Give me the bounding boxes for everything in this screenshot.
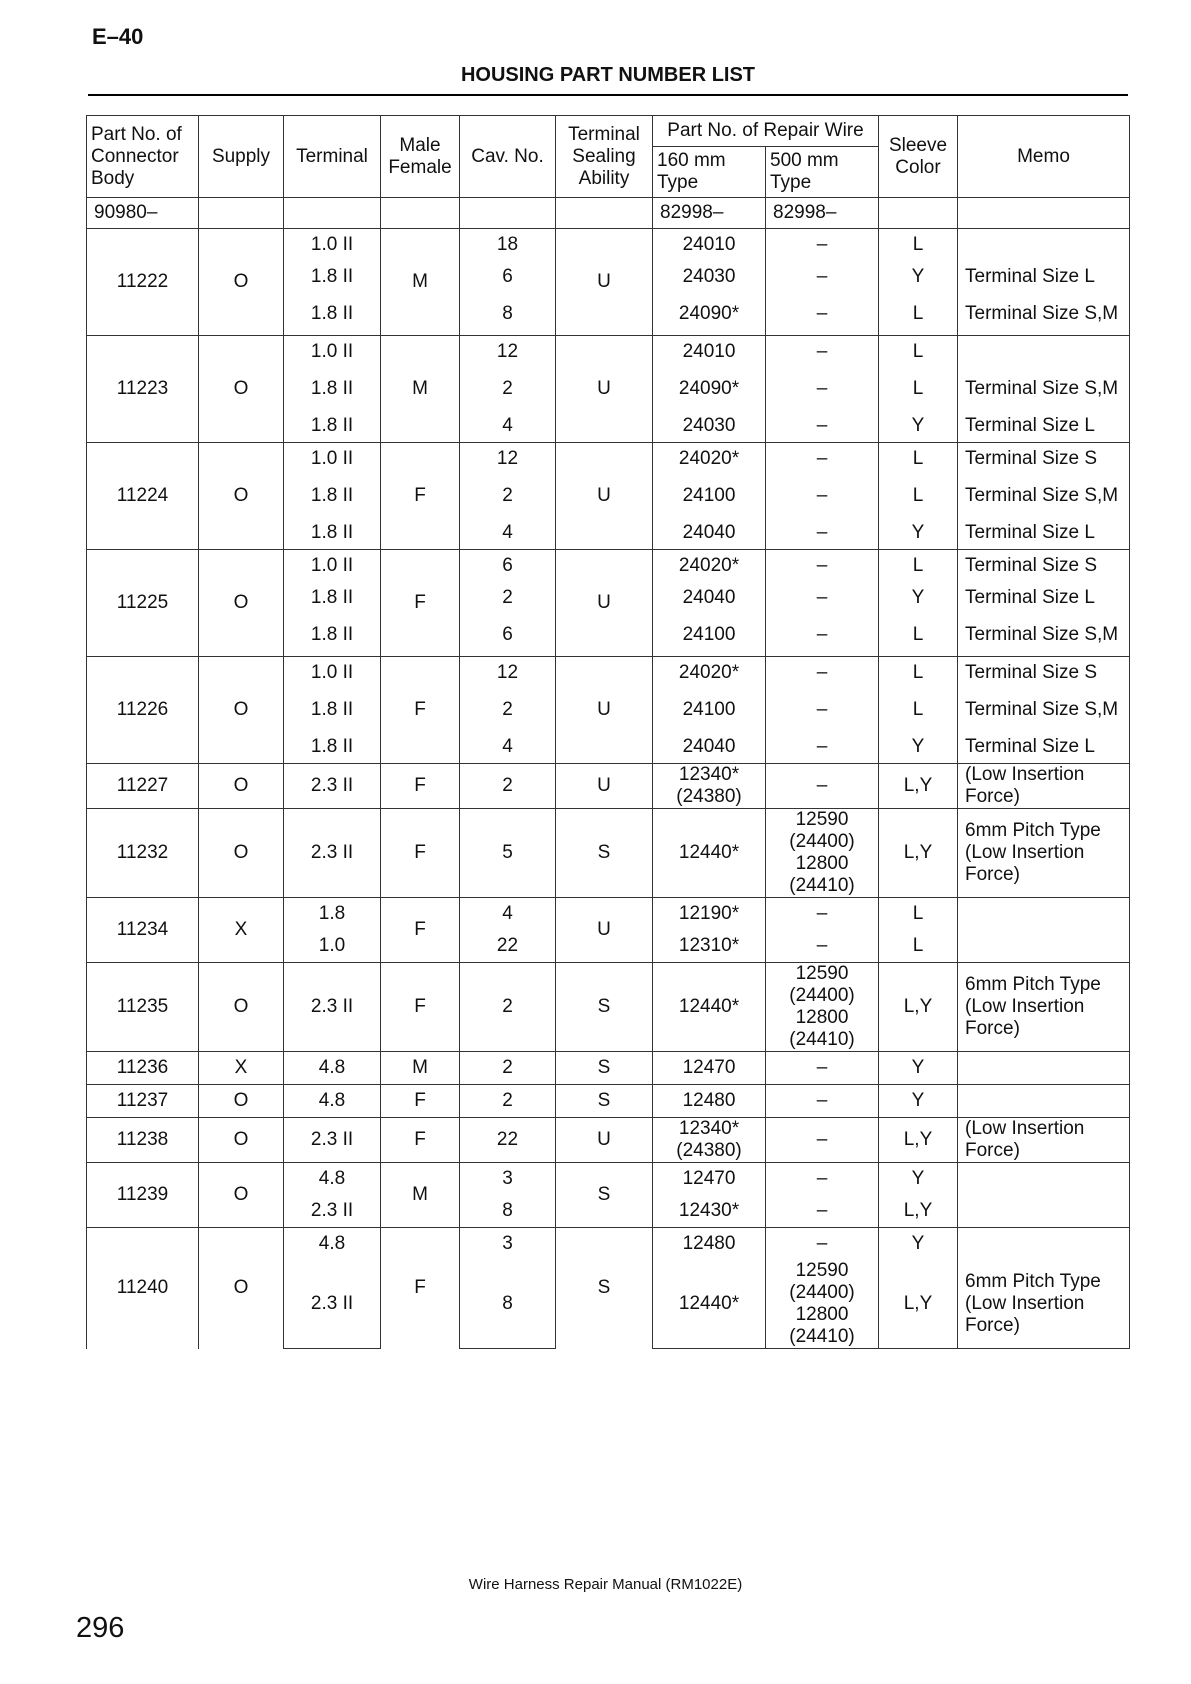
terminal-cell: 1.8 II [284, 689, 381, 731]
cav-no-cell: 5 [460, 809, 556, 898]
sleeve-color-cell: L [879, 293, 958, 336]
sealing-cell: S [556, 1085, 653, 1118]
wire-500-cell: – [766, 1228, 879, 1261]
sleeve-color-cell: Y [879, 731, 958, 764]
cav-no-cell: 2 [460, 582, 556, 614]
connector-body-cell: 11237 [87, 1085, 199, 1118]
connector-body-cell: 11227 [87, 764, 199, 809]
terminal-cell: 1.8 II [284, 261, 381, 293]
male-female-cell: F [381, 898, 460, 963]
sleeve-color-cell: L [879, 898, 958, 931]
sealing-cell: S [556, 963, 653, 1052]
male-female-cell: M [381, 336, 460, 443]
cav-no-cell: 3 [460, 1228, 556, 1261]
wire-160-cell: 12310* [653, 930, 766, 963]
sealing-cell: S [556, 809, 653, 898]
table-row [87, 443, 1130, 476]
connector-body-cell: 11225 [87, 550, 199, 657]
terminal-cell: 1.8 II [284, 410, 381, 443]
connector-body-cell: 11235 [87, 963, 199, 1052]
footer: Wire Harness Repair Manual (RM1022E) [468, 1576, 743, 1593]
terminal-cell: 1.0 II [284, 229, 381, 262]
cav-no-cell: 6 [460, 261, 556, 293]
body-prefix: 90980– [87, 198, 199, 229]
table-row [87, 809, 1130, 898]
memo-cell: 6mm Pitch Type (Low Insertion Force) [958, 1260, 1130, 1349]
supply-cell: X [199, 898, 284, 963]
cav-no-cell: 4 [460, 731, 556, 764]
memo-cell [958, 336, 1130, 369]
sleeve-color-cell: L [879, 475, 958, 517]
wire-160-cell: 12190* [653, 898, 766, 931]
terminal-cell: 4.8 [284, 1228, 381, 1261]
cav-no-cell: 8 [460, 1195, 556, 1228]
connector-body-cell: 11238 [87, 1118, 199, 1163]
cav-no-cell: 2 [460, 1085, 556, 1118]
header-part-no-connector: Part No. of Connector Body [87, 116, 199, 198]
terminal-cell: 1.0 II [284, 657, 381, 690]
memo-cell [958, 930, 1130, 963]
memo-cell: Terminal Size S,M [958, 689, 1130, 731]
cav-no-cell: 18 [460, 229, 556, 262]
connector-body-cell: 11222 [87, 229, 199, 336]
memo-cell [958, 229, 1130, 262]
wire-500-cell: – [766, 368, 879, 410]
wire-500-cell: – [766, 898, 879, 931]
housing-part-table [86, 115, 1130, 1349]
supply-cell: O [199, 336, 284, 443]
supply-cell: O [199, 1163, 284, 1228]
supply-cell: O [199, 963, 284, 1052]
table-row [87, 963, 1130, 1052]
wire-160-cell: 24030 [653, 261, 766, 293]
sealing-cell: S [556, 1052, 653, 1085]
male-female-cell: M [381, 1163, 460, 1228]
sealing-cell: U [556, 336, 653, 443]
header-supply: Supply [199, 116, 284, 198]
cav-no-cell: 6 [460, 550, 556, 583]
header-repair-wire: Part No. of Repair Wire [653, 116, 879, 147]
wire-160-cell: 12480 [653, 1228, 766, 1261]
sleeve-color-cell: L [879, 657, 958, 690]
wire-500-cell: 12590 (24400) 12800 (24410) [766, 1260, 879, 1349]
supply-cell: O [199, 764, 284, 809]
sleeve-color-cell: L [879, 229, 958, 262]
cav-no-cell: 2 [460, 475, 556, 517]
sleeve-color-cell: L [879, 443, 958, 476]
terminal-cell: 2.3 II [284, 764, 381, 809]
sealing-cell: S [556, 1228, 653, 1349]
cav-no-cell: 4 [460, 517, 556, 550]
wire-160-cell: 24030 [653, 410, 766, 443]
memo-cell [958, 1228, 1130, 1261]
cav-no-cell: 2 [460, 963, 556, 1052]
wire-160-cell: 12430* [653, 1195, 766, 1228]
cav-no-cell: 4 [460, 898, 556, 931]
wire-500-cell: – [766, 1118, 879, 1163]
wire-500-cell: – [766, 764, 879, 809]
memo-cell: Terminal Size L [958, 582, 1130, 614]
supply-cell: O [199, 809, 284, 898]
wire-160-cell: 24010 [653, 229, 766, 262]
wire-160-cell: 24020* [653, 550, 766, 583]
cav-no-cell: 2 [460, 689, 556, 731]
terminal-cell: 2.3 II [284, 1260, 381, 1349]
wire160-prefix: 82998– [653, 198, 766, 229]
sleeve-color-cell: L,Y [879, 1260, 958, 1349]
terminal-cell: 1.8 II [284, 293, 381, 336]
cav-no-cell: 12 [460, 336, 556, 369]
male-female-cell: F [381, 963, 460, 1052]
memo-cell [958, 1052, 1130, 1085]
wire-500-cell: – [766, 517, 879, 550]
male-female-cell: F [381, 1118, 460, 1163]
terminal-cell: 4.8 [284, 1085, 381, 1118]
memo-cell [958, 1163, 1130, 1196]
male-female-cell: F [381, 550, 460, 657]
terminal-cell: 1.8 II [284, 368, 381, 410]
wire-160-cell: 24040 [653, 731, 766, 764]
wire-160-cell: 24010 [653, 336, 766, 369]
wire-160-cell: 24040 [653, 517, 766, 550]
terminal-cell: 1.8 II [284, 517, 381, 550]
terminal-cell: 1.8 II [284, 582, 381, 614]
header-terminal: Terminal [284, 116, 381, 198]
memo-cell: Terminal Size S,M [958, 293, 1130, 336]
cav-no-cell: 2 [460, 1052, 556, 1085]
sleeve-color-cell: Y [879, 1163, 958, 1196]
memo-cell [958, 898, 1130, 931]
memo-cell: Terminal Size S [958, 443, 1130, 476]
supply-cell: O [199, 443, 284, 550]
memo-cell: 6mm Pitch Type (Low Insertion Force) [958, 963, 1130, 1052]
sealing-cell: U [556, 898, 653, 963]
terminal-cell: 1.0 [284, 930, 381, 963]
male-female-cell: F [381, 1228, 460, 1349]
header-male-female: Male Female [381, 116, 460, 198]
supply-cell: O [199, 229, 284, 336]
table-row [87, 1163, 1130, 1196]
male-female-cell: F [381, 657, 460, 764]
cav-no-cell: 6 [460, 614, 556, 657]
supply-cell: X [199, 1052, 284, 1085]
wire500-prefix: 82998– [766, 198, 879, 229]
supply-cell: O [199, 550, 284, 657]
cav-no-cell: 22 [460, 930, 556, 963]
supply-cell: O [199, 1228, 284, 1349]
wire-160-cell: 24020* [653, 443, 766, 476]
table-row [87, 1085, 1130, 1118]
sleeve-color-cell: L [879, 930, 958, 963]
wire-500-cell: – [766, 475, 879, 517]
male-female-cell: F [381, 764, 460, 809]
sleeve-color-cell: L,Y [879, 764, 958, 809]
memo-cell: Terminal Size L [958, 517, 1130, 550]
wire-160-cell: 24090* [653, 368, 766, 410]
sleeve-color-cell: Y [879, 410, 958, 443]
header-memo: Memo [958, 116, 1130, 198]
terminal-cell: 4.8 [284, 1163, 381, 1196]
wire-160-cell: 12470 [653, 1163, 766, 1196]
wire-160-cell: 12440* [653, 809, 766, 898]
sleeve-color-cell: Y [879, 1228, 958, 1261]
cav-no-cell: 8 [460, 293, 556, 336]
memo-cell: 6mm Pitch Type (Low Insertion Force) [958, 809, 1130, 898]
table-row [87, 1118, 1130, 1163]
memo-cell [958, 1195, 1130, 1228]
wire-500-cell: – [766, 582, 879, 614]
male-female-cell: F [381, 1085, 460, 1118]
wire-500-cell: – [766, 1085, 879, 1118]
connector-body-cell: 11226 [87, 657, 199, 764]
sleeve-color-cell: L [879, 368, 958, 410]
connector-body-cell: 11240 [87, 1228, 199, 1349]
sealing-cell: U [556, 657, 653, 764]
wire-160-cell: 12440* [653, 963, 766, 1052]
memo-cell: Terminal Size S [958, 657, 1130, 690]
sealing-cell: U [556, 550, 653, 657]
wire-500-cell: – [766, 731, 879, 764]
sleeve-color-cell: L [879, 614, 958, 657]
male-female-cell: M [381, 1052, 460, 1085]
wire-160-cell: 12470 [653, 1052, 766, 1085]
cav-no-cell: 8 [460, 1260, 556, 1349]
wire-160-cell: 24040 [653, 582, 766, 614]
sleeve-color-cell: L [879, 550, 958, 583]
sleeve-color-cell: L,Y [879, 1195, 958, 1228]
memo-cell: Terminal Size S,M [958, 614, 1130, 657]
table-row [87, 657, 1130, 690]
sealing-cell: U [556, 1118, 653, 1163]
sleeve-color-cell: L,Y [879, 1118, 958, 1163]
terminal-cell: 4.8 [284, 1052, 381, 1085]
wire-500-cell: – [766, 229, 879, 262]
memo-cell: Terminal Size S,M [958, 368, 1130, 410]
sealing-cell: U [556, 764, 653, 809]
terminal-cell: 2.3 II [284, 1195, 381, 1228]
supply-cell: O [199, 1085, 284, 1118]
wire-160-cell: 24100 [653, 614, 766, 657]
connector-body-cell: 11236 [87, 1052, 199, 1085]
connector-body-cell: 11234 [87, 898, 199, 963]
wire-500-cell: 12590 (24400) 12800 (24410) [766, 963, 879, 1052]
table-row [87, 1052, 1130, 1085]
table-row [87, 336, 1130, 369]
wire-500-cell: – [766, 1052, 879, 1085]
wire-500-cell: – [766, 614, 879, 657]
supply-cell: O [199, 1118, 284, 1163]
supply-cell: O [199, 657, 284, 764]
wire-500-cell: – [766, 336, 879, 369]
terminal-cell: 2.3 II [284, 809, 381, 898]
male-female-cell: M [381, 229, 460, 336]
terminal-cell: 1.8 II [284, 475, 381, 517]
header-160mm-type: 160 mm Type [653, 147, 766, 198]
terminal-cell: 1.8 II [284, 614, 381, 657]
wire-160-cell: 12340* (24380) [653, 764, 766, 809]
table-row [87, 764, 1130, 809]
connector-body-cell: 11232 [87, 809, 199, 898]
memo-cell: Terminal Size L [958, 731, 1130, 764]
page-title: HOUSING PART NUMBER LIST [460, 64, 756, 86]
cav-no-cell: 22 [460, 1118, 556, 1163]
page-number: 296 [76, 1612, 125, 1644]
sleeve-color-cell: L [879, 689, 958, 731]
header-sealing-ability: Terminal Sealing Ability [556, 116, 653, 198]
header-cav-no: Cav. No. [460, 116, 556, 198]
table-row [87, 550, 1130, 583]
table-row [87, 898, 1130, 931]
sleeve-color-cell: L,Y [879, 963, 958, 1052]
sleeve-color-cell: Y [879, 261, 958, 293]
wire-160-cell: 12480 [653, 1085, 766, 1118]
wire-500-cell: – [766, 1195, 879, 1228]
wire-500-cell: – [766, 261, 879, 293]
wire-500-cell: – [766, 1163, 879, 1196]
terminal-cell: 1.0 II [284, 336, 381, 369]
cav-no-cell: 3 [460, 1163, 556, 1196]
sleeve-color-cell: Y [879, 1085, 958, 1118]
memo-cell: Terminal Size L [958, 410, 1130, 443]
memo-cell: Terminal Size S [958, 550, 1130, 583]
terminal-cell: 1.0 II [284, 550, 381, 583]
wire-500-cell: – [766, 689, 879, 731]
sealing-cell: U [556, 443, 653, 550]
wire-160-cell: 24100 [653, 475, 766, 517]
cav-no-cell: 2 [460, 764, 556, 809]
sleeve-color-cell: Y [879, 582, 958, 614]
sleeve-color-cell: L,Y [879, 809, 958, 898]
memo-cell: Terminal Size S,M [958, 475, 1130, 517]
wire-160-cell: 24100 [653, 689, 766, 731]
cav-no-cell: 12 [460, 657, 556, 690]
cav-no-cell: 4 [460, 410, 556, 443]
terminal-cell: 2.3 II [284, 963, 381, 1052]
memo-cell: (Low Insertion Force) [958, 1118, 1130, 1163]
memo-cell: Terminal Size L [958, 261, 1130, 293]
sleeve-color-cell: Y [879, 517, 958, 550]
header-500mm-type: 500 mm Type [766, 147, 879, 198]
male-female-cell: F [381, 443, 460, 550]
male-female-cell: F [381, 809, 460, 898]
wire-500-cell: – [766, 930, 879, 963]
wire-160-cell: 12340* (24380) [653, 1118, 766, 1163]
terminal-cell: 1.8 II [284, 731, 381, 764]
terminal-cell: 1.0 II [284, 443, 381, 476]
sealing-cell: U [556, 229, 653, 336]
header-sleeve-color: Sleeve Color [879, 116, 958, 198]
connector-body-cell: 11223 [87, 336, 199, 443]
connector-body-cell: 11224 [87, 443, 199, 550]
wire-160-cell: 24090* [653, 293, 766, 336]
wire-500-cell: – [766, 550, 879, 583]
terminal-cell: 2.3 II [284, 1118, 381, 1163]
cav-no-cell: 2 [460, 368, 556, 410]
wire-160-cell: 24020* [653, 657, 766, 690]
wire-500-cell: – [766, 410, 879, 443]
connector-body-cell: 11239 [87, 1163, 199, 1228]
wire-160-cell: 12440* [653, 1260, 766, 1349]
memo-cell [958, 1085, 1130, 1118]
wire-500-cell: – [766, 443, 879, 476]
title-rule [88, 94, 1128, 96]
memo-cell: (Low Insertion Force) [958, 764, 1130, 809]
sealing-cell: S [556, 1163, 653, 1228]
table-row [87, 229, 1130, 262]
sleeve-color-cell: Y [879, 1052, 958, 1085]
page-code: E–40 [92, 24, 144, 49]
wire-500-cell: 12590 (24400) 12800 (24410) [766, 809, 879, 898]
cav-no-cell: 12 [460, 443, 556, 476]
wire-500-cell: – [766, 657, 879, 690]
table-row [87, 1228, 1130, 1261]
terminal-cell: 1.8 [284, 898, 381, 931]
sleeve-color-cell: L [879, 336, 958, 369]
wire-500-cell: – [766, 293, 879, 336]
